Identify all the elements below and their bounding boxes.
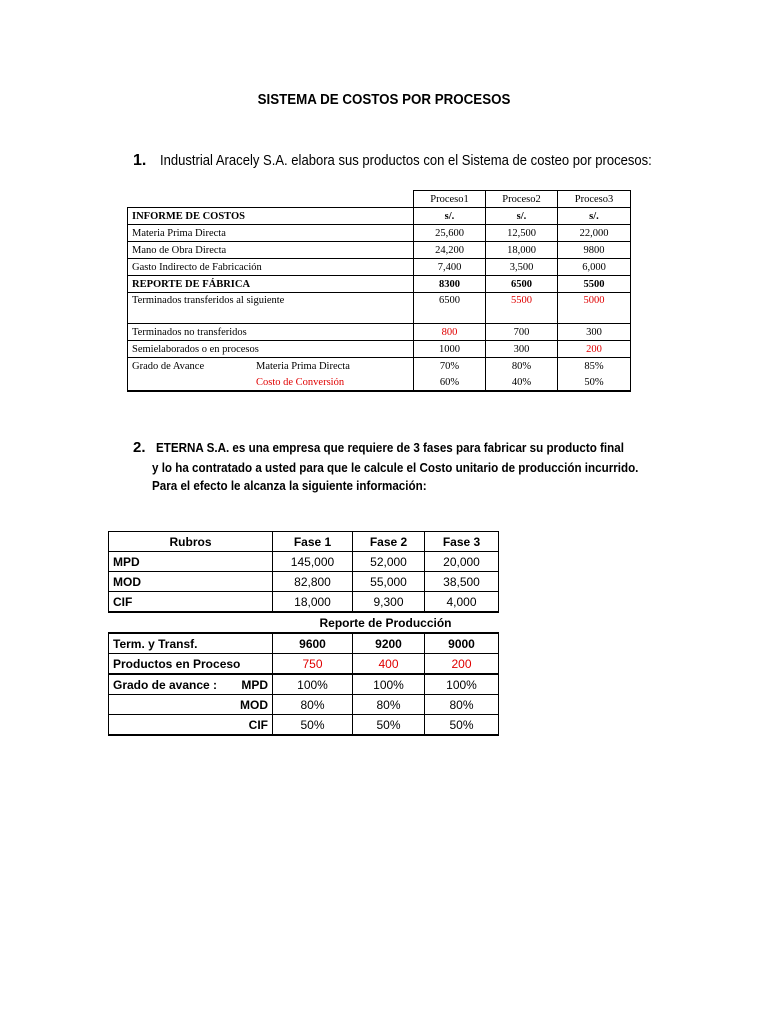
value-cell: 9600 — [273, 633, 353, 654]
value-cell: 80% — [486, 358, 558, 375]
value-cell: 55,000 — [353, 572, 425, 592]
informe-label: INFORME DE COSTOS — [128, 208, 414, 225]
value-cell: 400 — [353, 654, 425, 675]
cif-label: CIF — [109, 715, 273, 736]
value-cell: 800 — [414, 324, 486, 341]
value-cell: 100% — [353, 674, 425, 695]
row-label: MPD — [109, 552, 273, 572]
value-cell: 9200 — [353, 633, 425, 654]
row-label: Semielaborados o en procesos — [128, 341, 414, 358]
value-cell: 18,000 — [486, 242, 558, 259]
value-cell: 80% — [273, 695, 353, 715]
value-cell: 100% — [273, 674, 353, 695]
header-rubros: Rubros — [109, 532, 273, 552]
value-cell: 24,200 — [414, 242, 486, 259]
header-fase-3: Fase 3 — [425, 532, 499, 552]
value-cell: 100% — [425, 674, 499, 695]
question-2-number: 2. — [133, 439, 146, 456]
value-cell: 6500 — [486, 276, 558, 293]
value-cell: 50% — [425, 715, 499, 736]
question-2-line-3: Para el efecto le alcanza la siguiente información: — [152, 479, 427, 493]
question-2-line-1: ETERNA S.A. es una empresa que requiere de 3 fases para fabricar su producto final — [156, 441, 624, 455]
value-cell: 25,600 — [414, 225, 486, 242]
currency-cell: s/. — [414, 208, 486, 225]
header-fase-2: Fase 2 — [353, 532, 425, 552]
value-cell: 5500 — [558, 276, 631, 293]
value-cell: 750 — [273, 654, 353, 675]
reporte-produccion-label: Reporte de Producción — [319, 615, 452, 630]
currency-cell: s/. — [558, 208, 631, 225]
question-2-line-2: y lo ha contratado a usted para que le calcule el Costo unitario de producción incurrido. — [152, 461, 639, 475]
row-label: Gasto Indirecto de Fabricación — [128, 259, 414, 276]
page-title: SISTEMA DE COSTOS POR PROCESOS — [257, 92, 511, 108]
grado-label: Grado de Avance — [132, 360, 205, 372]
value-cell: 50% — [353, 715, 425, 736]
header-proceso1: Proceso1 — [414, 191, 486, 208]
question-1-text: Industrial Aracely S.A. elabora sus productos con el Sistema de costeo por procesos: — [160, 153, 652, 169]
row-label: MOD — [109, 572, 273, 592]
value-cell: 8300 — [414, 276, 486, 293]
value-cell: 20,000 — [425, 552, 499, 572]
row-label: Terminados transferidos al siguiente — [128, 293, 414, 324]
value-cell: 6,000 — [558, 259, 631, 276]
currency-cell: s/. — [486, 208, 558, 225]
value-cell: 12,500 — [486, 225, 558, 242]
value-cell: 80% — [425, 695, 499, 715]
row-label: Mano de Obra Directa — [128, 242, 414, 259]
cost-report-table — [127, 190, 631, 392]
row-label: Terminados no transferidos — [128, 324, 414, 341]
value-cell: 9800 — [558, 242, 631, 259]
value-cell: 700 — [486, 324, 558, 341]
value-cell: 82,800 — [273, 572, 353, 592]
value-cell: 3,500 — [486, 259, 558, 276]
value-cell: 80% — [353, 695, 425, 715]
value-cell: 38,500 — [425, 572, 499, 592]
cc-label: Costo de Conversión — [256, 376, 345, 388]
production-table — [108, 531, 499, 736]
value-cell: 50% — [558, 374, 631, 391]
value-cell: 9,300 — [353, 592, 425, 613]
mpd-label: Materia Prima Directa — [256, 360, 350, 372]
header-fase-1: Fase 1 — [273, 532, 353, 552]
grado-avance-cell — [128, 358, 414, 375]
value-cell: 300 — [486, 341, 558, 358]
header-proceso3: Proceso3 — [558, 191, 631, 208]
value-cell: 60% — [414, 374, 486, 391]
row-label: Materia Prima Directa — [128, 225, 414, 242]
value-cell: 7,400 — [414, 259, 486, 276]
grado-avance-mpd-cell — [109, 674, 273, 695]
value-cell: 18,000 — [273, 592, 353, 613]
value-cell: 4,000 — [425, 592, 499, 613]
value-cell: 1000 — [414, 341, 486, 358]
row-label: Term. y Transf. — [109, 633, 273, 654]
value-cell: 5000 — [558, 293, 631, 324]
value-cell: 200 — [558, 341, 631, 358]
value-cell: 70% — [414, 358, 486, 375]
row-label: Productos en Proceso — [109, 654, 273, 675]
value-cell: 85% — [558, 358, 631, 375]
value-cell: 6500 — [414, 293, 486, 324]
header-proceso2: Proceso2 — [486, 191, 558, 208]
row-label: CIF — [109, 592, 273, 613]
value-cell: 200 — [425, 654, 499, 675]
costo-conversion-cell — [128, 374, 414, 391]
value-cell: 52,000 — [353, 552, 425, 572]
value-cell: 9000 — [425, 633, 499, 654]
question-1-number: 1. — [133, 152, 147, 169]
mpd-label: MPD — [241, 677, 268, 692]
value-cell: 300 — [558, 324, 631, 341]
value-cell: 50% — [273, 715, 353, 736]
value-cell: 145,000 — [273, 552, 353, 572]
value-cell: 5500 — [486, 293, 558, 324]
value-cell: 40% — [486, 374, 558, 391]
mod-label: MOD — [109, 695, 273, 715]
value-cell: 22,000 — [558, 225, 631, 242]
row-label: REPORTE DE FÁBRICA — [128, 276, 414, 293]
grado-avance-label: Grado de avance : — [113, 677, 218, 692]
